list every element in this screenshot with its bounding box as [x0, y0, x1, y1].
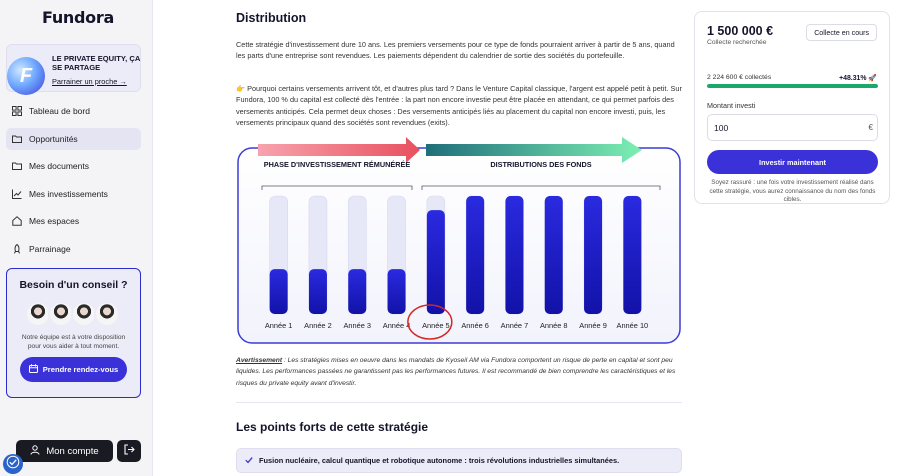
help-title: Besoin d'un conseil ? [19, 279, 128, 291]
grid-icon [12, 106, 22, 116]
risk-warning-text: : Les stratégies mises en oeuvre dans les mandats de Kyoseil AM via Fundora comportent un risque de perte en capital et sont peu liquides. Les performances passées ne garantissent pas les performances futures. Il est recommandé de bien comprendre les caractéristiques et les risques du private equity avant d'investir. [236, 357, 676, 387]
sidebar-item-label: Mes investissements [29, 188, 108, 199]
rocket-icon [12, 244, 22, 254]
invest-now-button[interactable]: Investir maintenant [707, 150, 878, 174]
risk-warning-label: Avertissement [236, 357, 283, 364]
book-appointment-button[interactable] [20, 357, 127, 382]
strength-text: Fusion nucléaire, calcul quantique et robotique autonome : trois révolutions industrielles simultanées. [259, 456, 620, 465]
sidebar-item-documents[interactable] [6, 155, 141, 177]
reassurance-text: Soyez rassuré : une fois votre investissement réalisé dans cette stratégie, vous aurez connaissance du nom des fonds cibles. [709, 179, 876, 204]
collected-amount: 2 224 600 € collectés [707, 74, 772, 81]
book-appointment-label: Prendre rendez-vous [42, 365, 119, 374]
fundora-logo[interactable]: Fundora [42, 8, 114, 27]
avatar [25, 301, 51, 327]
bar-annee-5 [427, 210, 445, 314]
sidebar-item-label: Mes espaces [29, 216, 80, 226]
bar-annee-1 [270, 269, 288, 314]
bar-annee-2 [309, 269, 327, 314]
check-icon [245, 456, 253, 466]
sidebar-item-opportunities[interactable] [6, 128, 141, 150]
sidebar-item-label: Tableau de bord [29, 106, 90, 116]
help-card [6, 268, 141, 398]
divider [236, 402, 682, 403]
promo-title: LE PRIVATE EQUITY, ÇA SE PARTAGE [52, 54, 141, 72]
x-tick-label: Année 9 [579, 321, 607, 330]
distribution-chart [236, 136, 682, 348]
risk-warning [236, 355, 682, 389]
distribution-paragraph-2: 👉 Pourquoi certains versements arrivent tôt, et d'autres plus tard ? Dans le Venture Capital classique, l'argent est appelé petit à petit. Sur Fundora, 100 % du capital est collecté dès l'entrée : la part non encore investie peut être placée en attendant, ce qui permet parfois des versements anticipés. Cela permet deux choses : Des versements anticipés liés au placement du capital non encore investi, puis, les versements principaux quand des sociétés sont revendues (exits). [236, 84, 682, 128]
phase-label: PHASE D'INVESTISSEMENT RÉMUNÉRÉE [263, 160, 411, 169]
folder-icon [12, 161, 22, 171]
bar-annee-8 [545, 196, 563, 314]
x-tick-label: Année 4 [382, 321, 411, 330]
strength-item [236, 448, 682, 473]
accessibility-icon [6, 455, 20, 474]
sidebar-item-label: Mes documents [29, 161, 89, 171]
bar-annee-7 [505, 196, 523, 314]
home-icon [12, 216, 22, 226]
invest-amount-input[interactable] [707, 114, 878, 141]
user-icon [30, 445, 40, 458]
avatar [71, 301, 97, 327]
x-tick-label: Année 5 [422, 321, 450, 330]
status-badge: Collecte en cours [806, 24, 877, 41]
logout-button[interactable] [117, 440, 141, 462]
distribution-title: Distribution [236, 11, 307, 25]
x-tick-label: Année 1 [264, 321, 293, 330]
distribution-paragraph-1: Cette stratégie d'investissement dure 10 ans. Les premiers versements pour ce type de fonds pourraient arriver à partir de 5 ans, quand les parts d'une entreprise sont revendues. Les paiements dépendent du calendrier de sortie des sociétés du portefeuille. [236, 40, 675, 61]
sidebar-item-referral[interactable] [6, 238, 141, 260]
sidebar-item-investments[interactable] [6, 183, 141, 205]
x-tick-label: Année 3 [343, 321, 372, 330]
collected-percent: +48.31% 🚀 [839, 75, 877, 82]
sidebar [0, 0, 153, 476]
currency-label: € [868, 123, 873, 132]
account-button[interactable] [16, 440, 113, 462]
phase-label: DISTRIBUTIONS DES FONDS [490, 160, 592, 169]
calendar-icon [29, 364, 38, 375]
sidebar-item-label: Parrainage [29, 243, 71, 254]
sidebar-item-spaces[interactable] [6, 210, 141, 232]
invest-amount-label: Montant investi [707, 101, 756, 110]
fundora-f-icon: F [7, 57, 45, 95]
x-tick-label: Année 10 [616, 321, 649, 330]
target-label: Collecte recherchée [707, 39, 767, 46]
x-tick-label: Année 7 [500, 321, 529, 330]
referral-promo-card[interactable] [6, 44, 141, 92]
folder-icon [12, 134, 22, 144]
avatar [94, 301, 120, 327]
bar-annee-3 [348, 269, 366, 314]
chart-frame [238, 148, 680, 343]
help-text: Notre équipe est à votre disposition pour vous aider à tout moment. [21, 334, 126, 350]
chart-line-icon [12, 189, 22, 199]
x-tick-label: Année 2 [304, 321, 332, 330]
x-tick-label: Année 8 [539, 321, 568, 330]
bar-annee-6 [466, 196, 484, 314]
avatar [48, 301, 74, 327]
logout-icon [124, 442, 135, 460]
advisor-avatars [7, 301, 140, 327]
referral-link[interactable]: Parrainer un proche → [52, 77, 127, 86]
bar-annee-4 [388, 269, 406, 314]
sidebar-item-label: Opportunités [29, 133, 78, 144]
account-label: Mon compte [46, 445, 99, 457]
strengths-title: Les points forts de cette stratégie [236, 420, 429, 434]
distribution-chart-svg [236, 136, 682, 348]
target-amount: 1 500 000 € [707, 24, 774, 38]
sidebar-item-dashboard[interactable] [6, 100, 141, 122]
x-tick-label: Année 6 [461, 321, 489, 330]
accessibility-button[interactable] [3, 454, 23, 474]
sidebar-nav [6, 100, 141, 265]
collection-progress-fill [707, 84, 878, 88]
investment-card [694, 11, 890, 204]
bar-annee-9 [584, 196, 602, 314]
bar-annee-10 [623, 196, 641, 314]
collection-progress-bar [707, 84, 878, 88]
